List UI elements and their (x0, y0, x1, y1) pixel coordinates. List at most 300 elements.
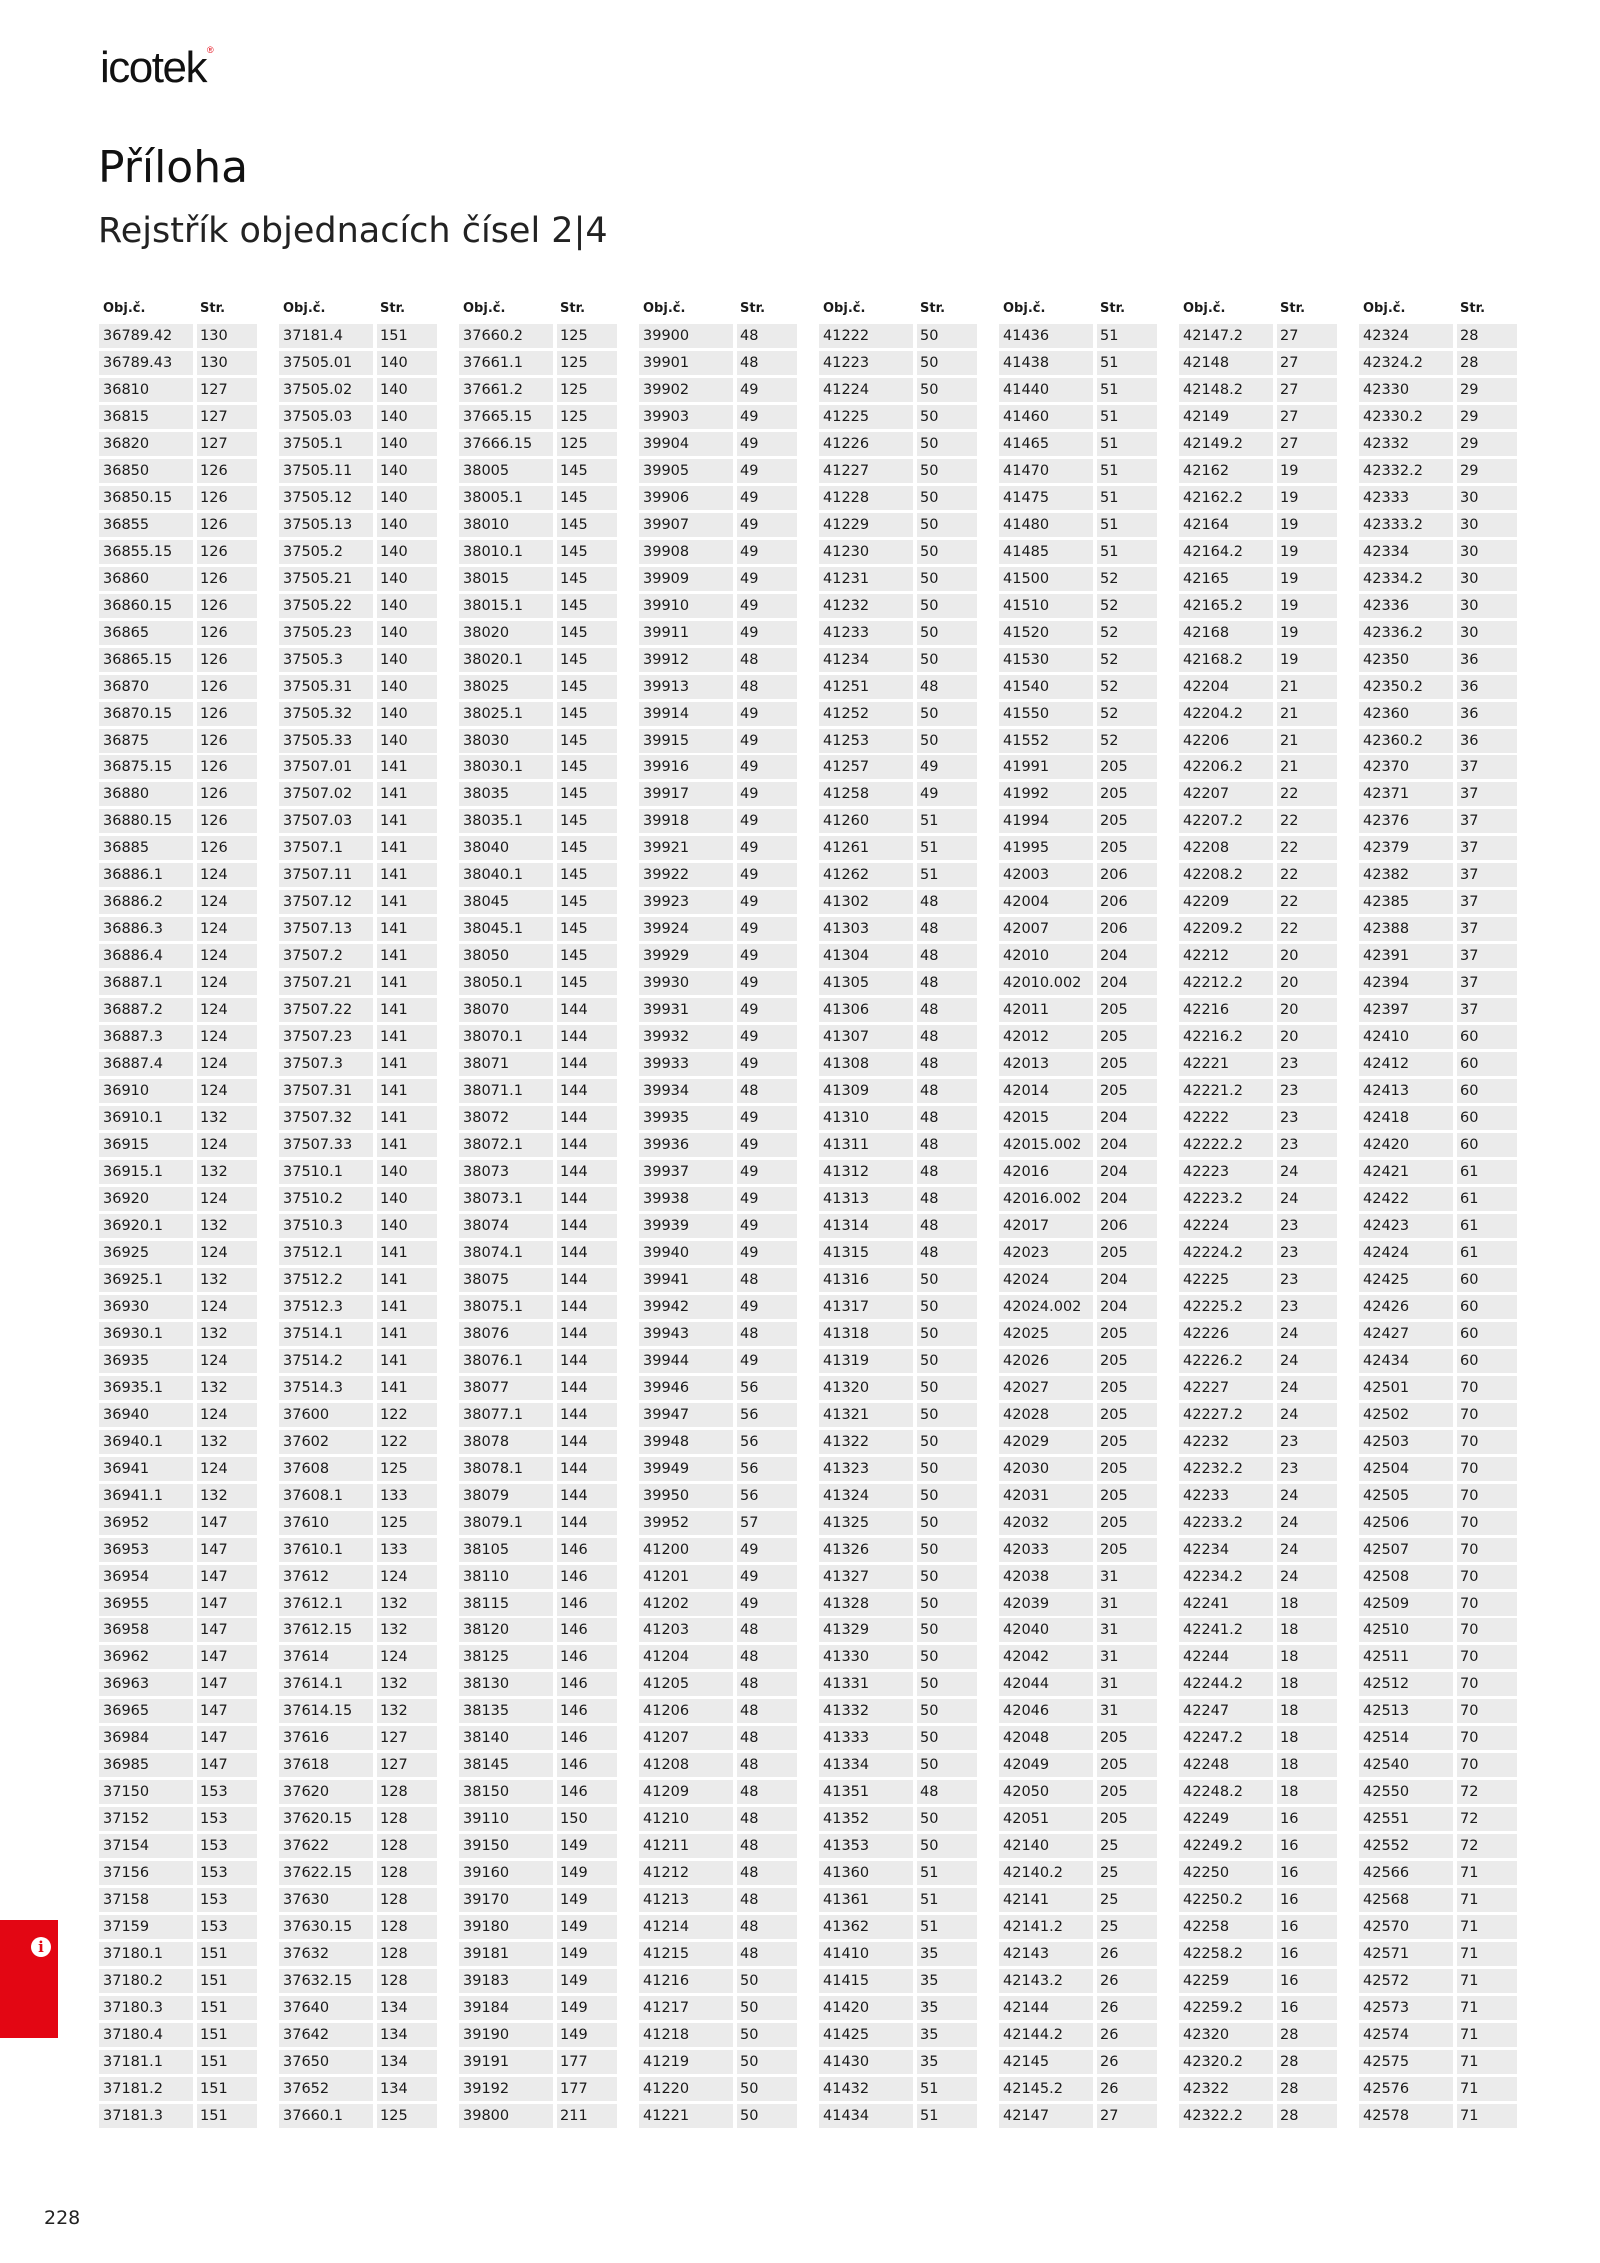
page-ref: 52 (1097, 621, 1157, 645)
table-row (639, 594, 813, 618)
page-ref: 126 (197, 567, 257, 591)
order-number: 37505.23 (279, 621, 373, 645)
page-ref: 145 (557, 755, 617, 779)
order-number: 41321 (819, 1403, 913, 1427)
table-row (819, 836, 993, 860)
table-row (279, 594, 453, 618)
order-number: 41314 (819, 1214, 913, 1238)
page-ref: 132 (197, 1376, 257, 1400)
order-number: 42014 (999, 1079, 1093, 1103)
table-row (999, 351, 1173, 375)
page-ref: 140 (377, 513, 437, 537)
page-ref: 49 (737, 486, 797, 510)
order-number: 36855 (99, 513, 193, 537)
order-number: 42223 (1179, 1160, 1273, 1184)
page-ref: 141 (377, 863, 437, 887)
order-number: 37507.13 (279, 917, 373, 941)
table-row (279, 432, 453, 456)
table-row (1359, 702, 1533, 726)
table-row (1179, 1807, 1353, 1831)
table-row (1179, 1349, 1353, 1373)
order-number: 41552 (999, 729, 1093, 753)
page-ref: 205 (1097, 1457, 1157, 1481)
table-row (999, 621, 1173, 645)
page-ref: 124 (197, 1457, 257, 1481)
page-ref: 71 (1457, 2077, 1517, 2101)
page-ref: 30 (1457, 621, 1517, 645)
order-number: 41520 (999, 621, 1093, 645)
page-ref: 30 (1457, 540, 1517, 564)
page-ref: 144 (557, 1430, 617, 1454)
page-ref: 49 (737, 432, 797, 456)
table-row (1359, 1484, 1533, 1508)
page-ref: 144 (557, 1403, 617, 1427)
order-number: 42162.2 (1179, 486, 1273, 510)
page-ref: 51 (917, 1861, 977, 1885)
table-row (279, 1942, 453, 1966)
order-number: 39915 (639, 729, 733, 753)
page-ref: 51 (1097, 486, 1157, 510)
order-number: 37180.1 (99, 1942, 193, 1966)
table-row (1179, 594, 1353, 618)
page-ref: 51 (917, 863, 977, 887)
order-number: 42049 (999, 1753, 1093, 1777)
order-number: 42502 (1359, 1403, 1453, 1427)
page-ref: 144 (557, 1484, 617, 1508)
table-row (99, 567, 273, 591)
table-row (1359, 324, 1533, 348)
table-row (639, 1025, 813, 1049)
order-number: 42233.2 (1179, 1511, 1273, 1535)
page-ref: 60 (1457, 1322, 1517, 1346)
page-ref: 153 (197, 1915, 257, 1939)
table-row (639, 1214, 813, 1238)
table-row (99, 1349, 273, 1373)
page-ref: 48 (917, 1241, 977, 1265)
order-number: 36887.3 (99, 1025, 193, 1049)
order-number: 38110 (459, 1565, 553, 1589)
order-number: 41228 (819, 486, 913, 510)
table-row (459, 2050, 633, 2074)
page-ref: 37 (1457, 809, 1517, 833)
order-number-index (99, 297, 1533, 2131)
page-ref: 50 (917, 459, 977, 483)
table-row (1179, 1322, 1353, 1346)
page-ref: 50 (737, 2023, 797, 2047)
order-number: 42410 (1359, 1025, 1453, 1049)
page-ref: 127 (377, 1726, 437, 1750)
table-row (279, 1133, 453, 1157)
page-ref: 51 (1097, 351, 1157, 375)
table-row (639, 1268, 813, 1292)
table-row (819, 1915, 993, 1939)
table-row (279, 1349, 453, 1373)
order-number: 39939 (639, 1214, 733, 1238)
page-ref: 35 (917, 1969, 977, 1993)
page-ref: 50 (917, 1484, 977, 1508)
order-number: 38120 (459, 1618, 553, 1642)
table-row (999, 432, 1173, 456)
order-number: 36886.4 (99, 944, 193, 968)
table-row (999, 2050, 1173, 2074)
order-number: 41327 (819, 1565, 913, 1589)
page-ref: 48 (737, 1753, 797, 1777)
order-number: 38077.1 (459, 1403, 553, 1427)
table-row (999, 1834, 1173, 1858)
order-number: 41440 (999, 378, 1093, 402)
table-row (1359, 432, 1533, 456)
table-row (99, 1511, 273, 1535)
order-number: 42222 (1179, 1106, 1273, 1130)
page-ref: 16 (1277, 1915, 1337, 1939)
page-ref: 49 (737, 567, 797, 591)
order-number: 42145.2 (999, 2077, 1093, 2101)
order-number: 37514.2 (279, 1349, 373, 1373)
page-ref: 144 (557, 1322, 617, 1346)
table-row (1179, 1079, 1353, 1103)
order-number: 39941 (639, 1268, 733, 1292)
page-ref: 21 (1277, 729, 1337, 753)
table-row (1359, 540, 1533, 564)
table-row (99, 1295, 273, 1319)
order-number: 38020.1 (459, 648, 553, 672)
page-ref: 50 (917, 594, 977, 618)
page-ref: 35 (917, 2023, 977, 2047)
table-row (459, 1349, 633, 1373)
page-ref: 128 (377, 1861, 437, 1885)
order-number: 42221.2 (1179, 1079, 1273, 1103)
order-number: 39918 (639, 809, 733, 833)
table-row (99, 594, 273, 618)
order-number: 42004 (999, 890, 1093, 914)
order-number: 36875 (99, 729, 193, 753)
order-number: 42418 (1359, 1106, 1453, 1130)
page-ref: 132 (197, 1214, 257, 1238)
page-ref: 36 (1457, 648, 1517, 672)
page-ref: 49 (737, 594, 797, 618)
table-row (1179, 1942, 1353, 1966)
page-ref: 146 (557, 1699, 617, 1723)
table-row (99, 1726, 273, 1750)
order-number: 39908 (639, 540, 733, 564)
order-number: 37180.2 (99, 1969, 193, 1993)
table-row (279, 1052, 453, 1076)
order-number: 41317 (819, 1295, 913, 1319)
order-number: 39952 (639, 1511, 733, 1535)
table-row (99, 1672, 273, 1696)
order-number: 36865 (99, 621, 193, 645)
page-ref: 51 (1097, 459, 1157, 483)
order-number: 42141.2 (999, 1915, 1093, 1939)
column-header (819, 297, 993, 321)
table-row (99, 1618, 273, 1642)
page-ref: 134 (377, 2023, 437, 2047)
table-row (279, 567, 453, 591)
table-row (819, 1807, 993, 1831)
order-number: 36958 (99, 1618, 193, 1642)
table-row (999, 540, 1173, 564)
page-ref: 124 (197, 1025, 257, 1049)
page-ref: 141 (377, 1241, 437, 1265)
table-row (819, 1645, 993, 1669)
page-ref: 35 (917, 2050, 977, 2074)
page-ref: 140 (377, 1160, 437, 1184)
page-ref: 61 (1457, 1241, 1517, 1265)
order-number: 42016 (999, 1160, 1093, 1184)
table-row (999, 1592, 1173, 1616)
table-row (279, 1592, 453, 1616)
table-row (279, 1780, 453, 1804)
order-number: 41328 (819, 1592, 913, 1616)
order-number: 42350 (1359, 648, 1453, 672)
table-row (819, 1106, 993, 1130)
table-row (639, 2050, 813, 2074)
order-number: 39936 (639, 1133, 733, 1157)
table-row (459, 324, 633, 348)
order-number: 42165 (1179, 567, 1273, 591)
page-ref: 206 (1097, 890, 1157, 914)
page-ref: 71 (1457, 1888, 1517, 1912)
table-row (1179, 324, 1353, 348)
table-row (1179, 351, 1353, 375)
page-ref: 49 (737, 1133, 797, 1157)
table-row (1179, 1726, 1353, 1750)
order-number: 42007 (999, 917, 1093, 941)
page-ref: 48 (737, 1672, 797, 1696)
page-ref: 48 (737, 1699, 797, 1723)
table-row (999, 2023, 1173, 2047)
table-row (999, 702, 1173, 726)
order-number: 36886.2 (99, 890, 193, 914)
page-ref: 49 (737, 1349, 797, 1373)
table-row (279, 890, 453, 914)
page-ref: 50 (917, 1645, 977, 1669)
order-number: 38076 (459, 1322, 553, 1346)
table-row (279, 1834, 453, 1858)
order-number: 37505.03 (279, 405, 373, 429)
table-row (279, 917, 453, 941)
header-page: Str. (200, 301, 226, 316)
page-ref: 206 (1097, 1214, 1157, 1238)
header-order-number: Obj.č. (1183, 301, 1226, 316)
order-number: 37630 (279, 1888, 373, 1912)
order-number: 39942 (639, 1295, 733, 1319)
table-row (819, 351, 993, 375)
page-ref: 52 (1097, 675, 1157, 699)
table-row (459, 1618, 633, 1642)
table-row (459, 971, 633, 995)
page-ref: 141 (377, 1079, 437, 1103)
order-number: 42015.002 (999, 1133, 1093, 1157)
order-number: 42426 (1359, 1295, 1453, 1319)
page-ref: 23 (1277, 1133, 1337, 1157)
order-number: 42360 (1359, 702, 1453, 726)
table-row (1359, 1672, 1533, 1696)
order-number: 41992 (999, 782, 1093, 806)
table-row (1359, 729, 1533, 753)
table-row (279, 1618, 453, 1642)
table-row (1179, 1268, 1353, 1292)
page-ref: 51 (1097, 432, 1157, 456)
table-row (279, 1753, 453, 1777)
order-number: 42350.2 (1359, 675, 1453, 699)
page-ref: 51 (1097, 513, 1157, 537)
page-ref: 134 (377, 2050, 437, 2074)
page-ref: 71 (1457, 1969, 1517, 1993)
table-row (1359, 1322, 1533, 1346)
table-row (1359, 1052, 1533, 1076)
order-number: 39948 (639, 1430, 733, 1454)
order-number: 36815 (99, 405, 193, 429)
page-ref: 126 (197, 513, 257, 537)
order-number: 41415 (819, 1969, 913, 1993)
order-number: 42332 (1359, 432, 1453, 456)
table-row (459, 351, 633, 375)
table-row (459, 1834, 633, 1858)
table-row (1179, 486, 1353, 510)
page-ref: 50 (737, 2077, 797, 2101)
page-ref: 16 (1277, 1942, 1337, 1966)
table-row (99, 459, 273, 483)
order-number: 39935 (639, 1106, 733, 1130)
index-column (819, 297, 993, 2131)
table-row (1359, 1888, 1533, 1912)
order-number: 36860.15 (99, 594, 193, 618)
table-row (639, 1322, 813, 1346)
page-ref: 124 (377, 1565, 437, 1589)
order-number: 41260 (819, 809, 913, 833)
order-number: 37507.32 (279, 1106, 373, 1130)
table-row (1179, 1753, 1353, 1777)
order-number: 41200 (639, 1538, 733, 1562)
page-ref: 71 (1457, 2050, 1517, 2074)
page-ref: 50 (917, 1430, 977, 1454)
order-number: 42042 (999, 1645, 1093, 1669)
table-row (279, 863, 453, 887)
page-ref: 52 (1097, 729, 1157, 753)
page-ref: 50 (917, 486, 977, 510)
page-ref: 49 (737, 405, 797, 429)
page-ref: 145 (557, 729, 617, 753)
page-ref: 146 (557, 1618, 617, 1642)
order-number: 41333 (819, 1726, 913, 1750)
table-row (459, 944, 633, 968)
order-number: 42421 (1359, 1160, 1453, 1184)
table-row (1359, 1511, 1533, 1535)
table-row (279, 1969, 453, 1993)
page-ref: 25 (1097, 1861, 1157, 1885)
table-row (1359, 405, 1533, 429)
order-number: 39191 (459, 2050, 553, 2074)
table-row (639, 432, 813, 456)
page-ref: 50 (917, 1565, 977, 1589)
page-ref: 22 (1277, 809, 1337, 833)
table-row (639, 1106, 813, 1130)
page-ref: 35 (917, 1942, 977, 1966)
order-number: 36850 (99, 459, 193, 483)
table-row (459, 1241, 633, 1265)
order-number: 42140.2 (999, 1861, 1093, 1885)
order-number: 41205 (639, 1672, 733, 1696)
table-row (1179, 1241, 1353, 1265)
page-ref: 18 (1277, 1726, 1337, 1750)
order-number: 37505.12 (279, 486, 373, 510)
order-number: 42162 (1179, 459, 1273, 483)
table-row (99, 1457, 273, 1481)
table-row (459, 1052, 633, 1076)
table-row (1179, 1888, 1353, 1912)
page-ref: 141 (377, 1106, 437, 1130)
order-number: 42039 (999, 1592, 1093, 1616)
order-number: 41309 (819, 1079, 913, 1103)
page-ref: 149 (557, 1834, 617, 1858)
table-row (819, 513, 993, 537)
table-row (999, 2077, 1173, 2101)
table-row (99, 1052, 273, 1076)
order-number: 42023 (999, 1241, 1093, 1265)
order-number: 42249 (1179, 1807, 1273, 1831)
order-number: 37612.1 (279, 1592, 373, 1616)
page-ref: 48 (737, 1915, 797, 1939)
table-row (999, 1888, 1173, 1912)
order-number: 41226 (819, 432, 913, 456)
order-number: 42216 (1179, 998, 1273, 1022)
table-row (279, 540, 453, 564)
page-ref: 50 (917, 621, 977, 645)
order-number: 41319 (819, 1349, 913, 1373)
order-number: 41217 (639, 1996, 733, 2020)
table-row (1179, 1133, 1353, 1157)
order-number: 42227.2 (1179, 1403, 1273, 1427)
table-row (1179, 890, 1353, 914)
page-ref: 50 (917, 1618, 977, 1642)
page-ref: 20 (1277, 998, 1337, 1022)
order-number: 41304 (819, 944, 913, 968)
order-number: 41434 (819, 2104, 913, 2128)
page-ref: 23 (1277, 1079, 1337, 1103)
order-number: 41215 (639, 1942, 733, 1966)
order-number: 36955 (99, 1592, 193, 1616)
order-number: 38020 (459, 621, 553, 645)
order-number: 42324 (1359, 324, 1453, 348)
page-ref: 22 (1277, 917, 1337, 941)
table-row (279, 1645, 453, 1669)
order-number: 42320 (1179, 2023, 1273, 2047)
table-row (1359, 890, 1533, 914)
order-number: 41229 (819, 513, 913, 537)
page-ref: 51 (1097, 378, 1157, 402)
page-ref: 204 (1097, 944, 1157, 968)
table-row (1359, 1942, 1533, 1966)
order-number: 37507.31 (279, 1079, 373, 1103)
table-row (459, 567, 633, 591)
table-row (1359, 567, 1533, 591)
page-ref: 16 (1277, 1861, 1337, 1885)
table-row (99, 782, 273, 806)
page-ref: 24 (1277, 1565, 1337, 1589)
table-row (99, 648, 273, 672)
page-ref: 146 (557, 1592, 617, 1616)
page-ref: 28 (1277, 2077, 1337, 2101)
table-row (1179, 971, 1353, 995)
order-number: 42250.2 (1179, 1888, 1273, 1912)
table-row (1359, 836, 1533, 860)
page-ref: 27 (1277, 432, 1337, 456)
order-number: 42376 (1359, 809, 1453, 833)
order-number: 42508 (1359, 1565, 1453, 1589)
page-ref: 140 (377, 486, 437, 510)
order-number: 39906 (639, 486, 733, 510)
